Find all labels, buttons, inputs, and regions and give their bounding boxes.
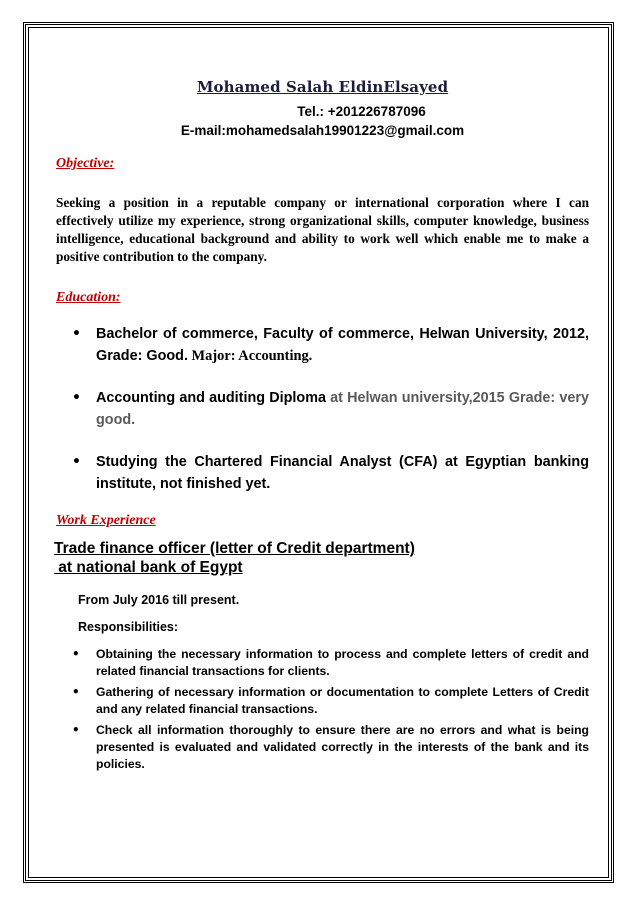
education-item-main: Studying the Chartered Financial Analyst (CFA) at Egyptian banking institute, not finished yet. [96, 454, 589, 492]
objective-heading: Objective: [56, 156, 115, 171]
education-heading: Education: [56, 290, 121, 305]
contact-block [56, 102, 589, 140]
education-item-main: Bachelor of commerce, Faculty of commerce, Helwan University, 2012, Grade: Good. [96, 326, 589, 364]
responsibilities-label: Responsibilities: [78, 620, 179, 634]
objective-text: Seeking a position in a reputable company or international corporation where I can effectively utilize my experience, strong organizational skills, computer knowledge, business intelligence, educational background and ability to work well which enable me to make a positive contribution to the company. [56, 195, 589, 264]
job-title [54, 539, 589, 577]
job-title-line: Trade finance officer (letter of Credit department) [54, 540, 415, 557]
work-experience-heading: Work Experience [56, 513, 156, 528]
email-text: E-mail:mohamedsalah19901223@gmail.com [180, 123, 465, 138]
education-list [56, 323, 589, 495]
education-item [56, 387, 589, 431]
job-employer-line: at national bank of Egypt [54, 559, 243, 576]
responsibility-item: • Gathering of necessary information or documentation to complete Letters of Credit and any related financial transactions. [56, 684, 589, 718]
education-item [56, 323, 589, 367]
responsibility-item: • Check all information thoroughly to ensure there are no errors and what is being presented is evaluated and validated correctly in the interests of the bank and its policies. [56, 722, 589, 773]
phone-text: Tel.: +201226787096 [297, 104, 426, 119]
resume-page [56, 78, 589, 777]
education-item-extra: at Helwan university,2015 Grade: very good. [96, 390, 589, 428]
job-period: From July 2016 till present. [78, 593, 240, 607]
education-item-extra: Major: Accounting. [187, 348, 313, 364]
responsibilities-list [56, 646, 589, 773]
responsibility-item: • Obtaining the necessary information to process and complete letters of credit and related financial transactions for clients. [56, 646, 589, 680]
education-item [56, 451, 589, 495]
candidate-name: Mohamed Salah EldinElsayed [196, 78, 449, 96]
education-item-main: Accounting and auditing Diploma [96, 390, 326, 406]
